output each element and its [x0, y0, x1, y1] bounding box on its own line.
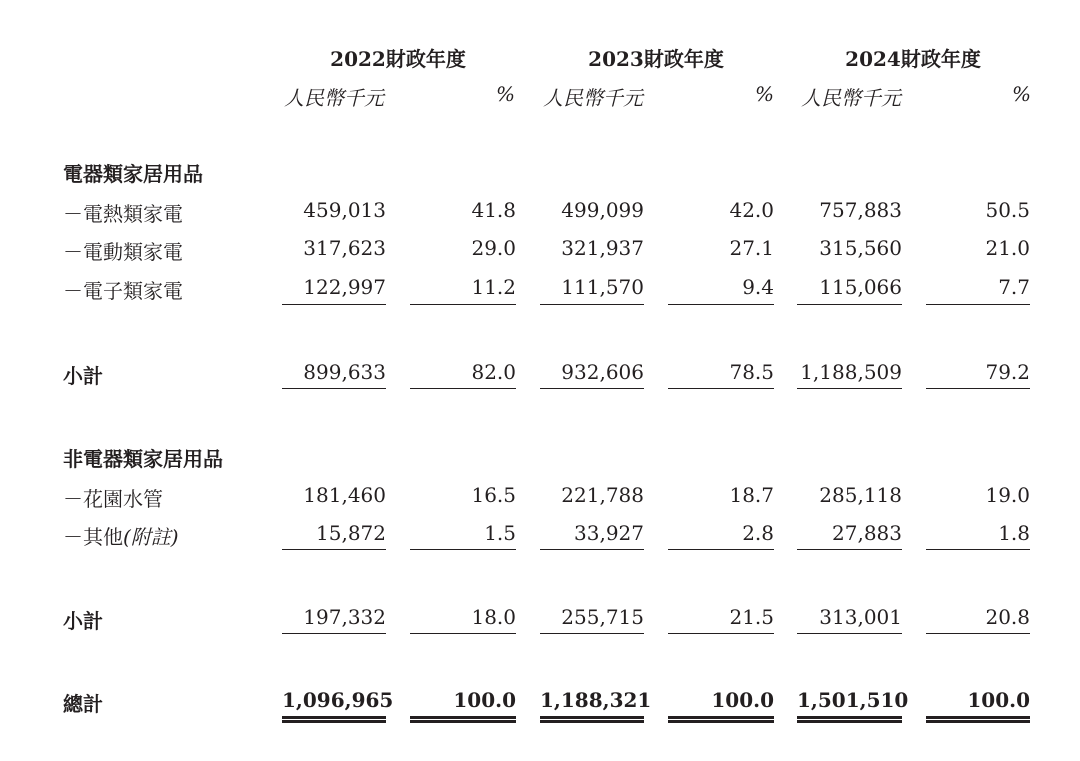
row-label: －電動類家電	[63, 240, 183, 264]
divider	[282, 549, 386, 550]
row-label: －電子類家電	[63, 279, 183, 303]
divider	[797, 388, 902, 389]
table-cell: 19.0	[985, 483, 1030, 507]
divider	[926, 304, 1030, 305]
divider	[282, 633, 386, 634]
note-reference: (附註)	[123, 525, 179, 549]
subtotal-cell: 313,001	[819, 605, 902, 629]
year-header-2022: 2022財政年度	[330, 47, 466, 71]
table-cell: 317,623	[303, 236, 386, 260]
subtotal-cell: 197,332	[303, 605, 386, 629]
double-underline	[797, 716, 902, 723]
table-cell: 1.5	[484, 521, 516, 545]
divider	[926, 633, 1030, 634]
table-cell: 285,118	[819, 483, 902, 507]
subtotal-cell: 21.5	[729, 605, 774, 629]
table-cell: 321,937	[561, 236, 644, 260]
pct-header-2023: %	[754, 82, 774, 106]
table-cell: 111,570	[561, 275, 644, 299]
subtotal-label-electrical: 小計	[63, 364, 103, 388]
double-underline	[282, 716, 386, 723]
table-cell: 1.8	[998, 521, 1030, 545]
section-title-non-electrical: 非電器類家居用品	[63, 447, 223, 471]
divider	[926, 549, 1030, 550]
subtotal-cell: 932,606	[561, 360, 644, 384]
divider	[410, 549, 516, 550]
subtotal-cell: 82.0	[471, 360, 516, 384]
total-cell: 100.0	[967, 688, 1030, 712]
table-cell: 27,883	[832, 521, 902, 545]
table-cell: 29.0	[471, 236, 516, 260]
divider	[282, 388, 386, 389]
double-underline	[926, 716, 1030, 723]
table-cell: 11.2	[471, 275, 516, 299]
table-cell: 42.0	[729, 198, 774, 222]
total-cell: 100.0	[453, 688, 516, 712]
unit-header-2024: 人民幣千元	[801, 86, 901, 110]
pct-header-2024: %	[1011, 82, 1031, 106]
divider	[282, 304, 386, 305]
subtotal-cell: 20.8	[985, 605, 1030, 629]
divider	[540, 633, 644, 634]
table-cell: 15,872	[316, 521, 386, 545]
table-cell: 181,460	[303, 483, 386, 507]
unit-header-2022: 人民幣千元	[284, 86, 384, 110]
divider	[410, 388, 516, 389]
divider	[797, 633, 902, 634]
table-cell: 115,066	[819, 275, 902, 299]
pct-header-2022: %	[495, 82, 515, 106]
divider	[797, 549, 902, 550]
double-underline	[668, 716, 774, 723]
section-title-electrical: 電器類家居用品	[63, 162, 203, 186]
subtotal-cell: 1,188,509	[800, 360, 902, 384]
divider	[668, 388, 774, 389]
divider	[668, 549, 774, 550]
double-underline	[410, 716, 516, 723]
table-cell: 21.0	[985, 236, 1030, 260]
row-label: －其他(附註)	[63, 525, 179, 549]
total-label: 總計	[63, 692, 103, 716]
table-cell: 50.5	[985, 198, 1030, 222]
subtotal-cell: 899,633	[303, 360, 386, 384]
table-cell: 33,927	[574, 521, 644, 545]
total-cell: 1,096,965	[282, 688, 394, 712]
subtotal-cell: 18.0	[471, 605, 516, 629]
table-cell: 315,560	[819, 236, 902, 260]
total-cell: 1,501,510	[797, 688, 909, 712]
divider	[668, 304, 774, 305]
subtotal-cell: 79.2	[985, 360, 1030, 384]
table-cell: 122,997	[303, 275, 386, 299]
row-label: －花園水管	[63, 487, 163, 511]
row-label: －電熱類家電	[63, 202, 183, 226]
table-cell: 16.5	[471, 483, 516, 507]
table-cell: 2.8	[742, 521, 774, 545]
table-cell: 499,099	[561, 198, 644, 222]
table-cell: 9.4	[742, 275, 774, 299]
subtotal-label-non-electrical: 小計	[63, 609, 103, 633]
divider	[926, 388, 1030, 389]
table-cell: 459,013	[303, 198, 386, 222]
year-header-2023: 2023財政年度	[588, 47, 724, 71]
total-cell: 1,188,321	[540, 688, 652, 712]
divider	[410, 304, 516, 305]
table-cell: 757,883	[819, 198, 902, 222]
table-cell: 221,788	[561, 483, 644, 507]
divider	[797, 304, 902, 305]
table-cell: 41.8	[471, 198, 516, 222]
divider	[410, 633, 516, 634]
double-underline	[540, 716, 644, 723]
table-cell: 27.1	[729, 236, 774, 260]
table-cell: 18.7	[729, 483, 774, 507]
unit-header-2023: 人民幣千元	[543, 86, 643, 110]
divider	[668, 633, 774, 634]
table-cell: 7.7	[998, 275, 1030, 299]
subtotal-cell: 78.5	[729, 360, 774, 384]
subtotal-cell: 255,715	[561, 605, 644, 629]
total-cell: 100.0	[711, 688, 774, 712]
divider	[540, 549, 644, 550]
year-header-2024: 2024財政年度	[845, 47, 981, 71]
divider	[540, 304, 644, 305]
divider	[540, 388, 644, 389]
